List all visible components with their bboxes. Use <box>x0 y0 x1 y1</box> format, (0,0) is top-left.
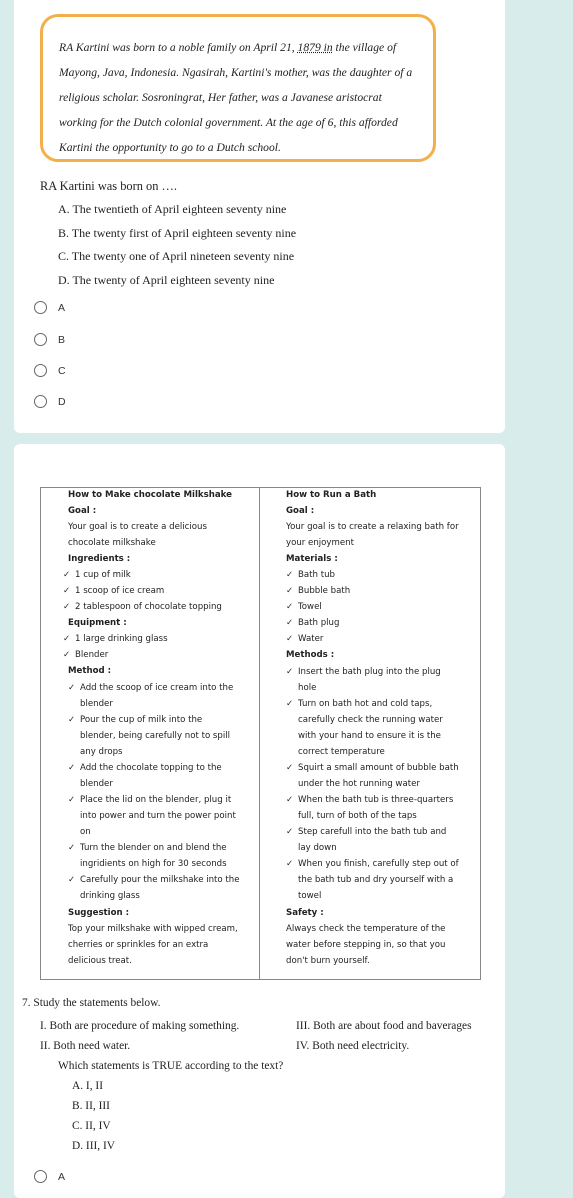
choice-a[interactable] <box>34 301 65 314</box>
statement: I. Both are procedure of making something. <box>40 1020 240 1032</box>
section-heading: Goal : <box>286 506 315 516</box>
table-text: delicious treat. <box>68 956 132 966</box>
choice-label: C <box>58 364 66 377</box>
list-item: ✓ 1 scoop of ice cream <box>63 586 165 596</box>
column-title: How to Run a Bath <box>286 490 377 500</box>
answer-option-text: D. The twenty of April eighteen seventy nine <box>58 273 275 287</box>
table-text: drinking glass <box>80 891 140 901</box>
check-icon: ✓ <box>63 650 71 660</box>
list-item: ✓ Carefully pour the milkshake into the <box>68 875 240 885</box>
check-icon: ✓ <box>286 618 294 628</box>
table-text: your enjoyment <box>286 538 354 548</box>
section-heading: Methods : <box>286 650 335 660</box>
check-icon: ✓ <box>68 683 76 693</box>
list-item: ✓ Step carefull into the bath tub and <box>286 827 447 837</box>
question-text: RA Kartini was born on …. <box>40 179 177 193</box>
check-icon: ✓ <box>68 875 76 885</box>
section-heading: Suggestion : <box>68 908 130 918</box>
table-text: under the hot running water <box>298 779 420 789</box>
check-icon: ✓ <box>286 699 294 709</box>
check-icon: ✓ <box>286 763 294 773</box>
table-text: Your goal is to create a delicious <box>68 522 207 532</box>
table-text: towel <box>298 891 322 901</box>
section-heading: Materials : <box>286 554 338 564</box>
list-item: ✓ Water <box>286 634 324 644</box>
check-icon: ✓ <box>63 602 71 612</box>
choice-c[interactable] <box>34 364 66 377</box>
radio-button[interactable] <box>34 395 47 408</box>
choice-label: D <box>58 395 66 408</box>
answer-option-text: B. II, III <box>72 1100 110 1112</box>
section-heading: Equipment : <box>68 618 127 628</box>
statement: II. Both need water. <box>40 1040 131 1052</box>
table-text: blender, being carefully not to spill <box>80 731 231 741</box>
passage-line: RA Kartini was born to a noble family on April 21, <box>59 41 298 54</box>
list-item: ✓ Bubble bath <box>286 586 351 596</box>
answer-option-text: A. The twentieth of April eighteen seventy nine <box>58 202 287 216</box>
check-icon: ✓ <box>286 570 294 580</box>
check-icon: ✓ <box>286 602 294 612</box>
check-icon: ✓ <box>286 586 294 596</box>
table-text: the bath tub and dry yourself with a <box>298 875 454 885</box>
table-text: blender <box>80 699 113 709</box>
check-icon: ✓ <box>63 586 71 596</box>
table-text: into power and turn the power point <box>80 811 236 821</box>
choice-label: B <box>58 333 66 346</box>
choice-label: A <box>58 1170 66 1183</box>
table-text: water before stepping in, so that you <box>286 940 446 950</box>
passage-line: Mayong, Java, Indonesia. Ngasirah, Kartini's mother, was the daughter of a <box>59 66 413 79</box>
list-item: ✓ Add the chocolate topping to the <box>68 763 222 773</box>
choice-a[interactable] <box>34 1170 65 1183</box>
list-item: ✓ 1 large drinking glass <box>63 634 168 644</box>
passage-line: working for the Dutch colonial government. At the age of 6, this afforded <box>59 116 398 129</box>
answer-option-text: C. II, IV <box>72 1120 111 1132</box>
table-text: correct temperature <box>298 747 385 757</box>
passage-line: Kartini the opportunity to go to a Dutch school. <box>59 141 281 154</box>
column-title: How to Make chocolate Milkshake <box>68 490 232 500</box>
answer-option-text: B. The twenty first of April eighteen seventy nine <box>58 226 297 240</box>
reading-passage <box>40 14 436 162</box>
list-item: ✓ Bath tub <box>286 570 335 580</box>
table-text: lay down <box>298 843 337 853</box>
question-text: Which statements is TRUE according to the text? <box>58 1060 284 1072</box>
check-icon: ✓ <box>68 715 76 725</box>
check-icon: ✓ <box>286 667 294 677</box>
check-icon: ✓ <box>63 634 71 644</box>
radio-button[interactable] <box>34 364 47 377</box>
passage-underline: 1879 in <box>297 41 333 54</box>
answer-option-text: C. The twenty one of April nineteen seventy nine <box>58 249 295 263</box>
check-icon: ✓ <box>68 843 76 853</box>
table-text: cherries or sprinkles for an extra <box>68 940 209 950</box>
passage-line: the village of <box>332 41 397 54</box>
table-text: Your goal is to create a relaxing bath for <box>286 522 459 532</box>
radio-button[interactable] <box>34 1170 47 1183</box>
check-icon: ✓ <box>286 827 294 837</box>
procedure-table <box>40 487 481 980</box>
list-item: ✓ Pour the cup of milk into the <box>68 715 203 725</box>
list-item: ✓ Blender <box>63 650 109 660</box>
list-item: ✓ Turn on bath hot and cold taps, <box>286 699 433 709</box>
table-text: with your hand to ensure it is the <box>298 731 441 741</box>
list-item: ✓ Turn the blender on and blend the <box>68 843 227 853</box>
question-intro: 7. Study the statements below. <box>22 997 161 1009</box>
list-item: ✓ Squirt a small amount of bubble bath <box>286 763 459 773</box>
list-item: ✓ Insert the bath plug into the plug <box>286 667 441 677</box>
list-item: ✓ Towel <box>286 602 322 612</box>
table-text: any drops <box>80 747 123 757</box>
section-heading: Safety : <box>286 908 324 918</box>
check-icon: ✓ <box>68 763 76 773</box>
check-icon: ✓ <box>286 795 294 805</box>
check-icon: ✓ <box>286 634 294 644</box>
table-text: Top your milkshake with wipped cream, <box>68 924 238 934</box>
check-icon: ✓ <box>63 570 71 580</box>
list-item: ✓ When you finish, carefully step out of <box>286 859 459 869</box>
answer-option-text: A. I, II <box>72 1080 103 1092</box>
answer-option-text: D. III, IV <box>72 1140 116 1152</box>
list-item: ✓ 2 tablespoon of chocolate topping <box>63 602 222 612</box>
table-text: blender <box>80 779 113 789</box>
table-text: Always check the temperature of the <box>286 924 446 934</box>
choice-label: A <box>58 301 66 314</box>
passage-line: religious scholar. Sosroningrat, Her father, was a Javanese aristocrat <box>59 91 382 104</box>
choice-d[interactable] <box>34 395 66 408</box>
list-item: ✓ Bath plug <box>286 618 340 628</box>
radio-button[interactable] <box>34 333 47 346</box>
list-item: ✓ 1 cup of milk <box>63 570 131 580</box>
section-heading: Goal : <box>68 506 97 516</box>
table-divider <box>259 488 260 979</box>
statement: III. Both are about food and baverages <box>296 1020 472 1032</box>
check-icon: ✓ <box>286 859 294 869</box>
table-text: on <box>80 827 91 837</box>
table-text: don't burn yourself. <box>286 956 370 966</box>
list-item: ✓ Place the lid on the blender, plug it <box>68 795 232 805</box>
table-text: carefully check the running water <box>298 715 443 725</box>
choice-b[interactable] <box>34 333 65 346</box>
table-text: hole <box>298 683 317 693</box>
radio-button[interactable] <box>34 301 47 314</box>
list-item: ✓ Add the scoop of ice cream into the <box>68 683 234 693</box>
table-text: full, turn of both of the taps <box>298 811 417 821</box>
section-heading: Method : <box>68 666 112 676</box>
list-item: ✓ When the bath tub is three-quarters <box>286 795 454 805</box>
table-text: chocolate milkshake <box>68 538 156 548</box>
check-icon: ✓ <box>68 795 76 805</box>
table-text: ingridients on high for 30 seconds <box>80 859 227 869</box>
statement: IV. Both need electricity. <box>296 1040 410 1052</box>
section-heading: Ingredients : <box>68 554 131 564</box>
